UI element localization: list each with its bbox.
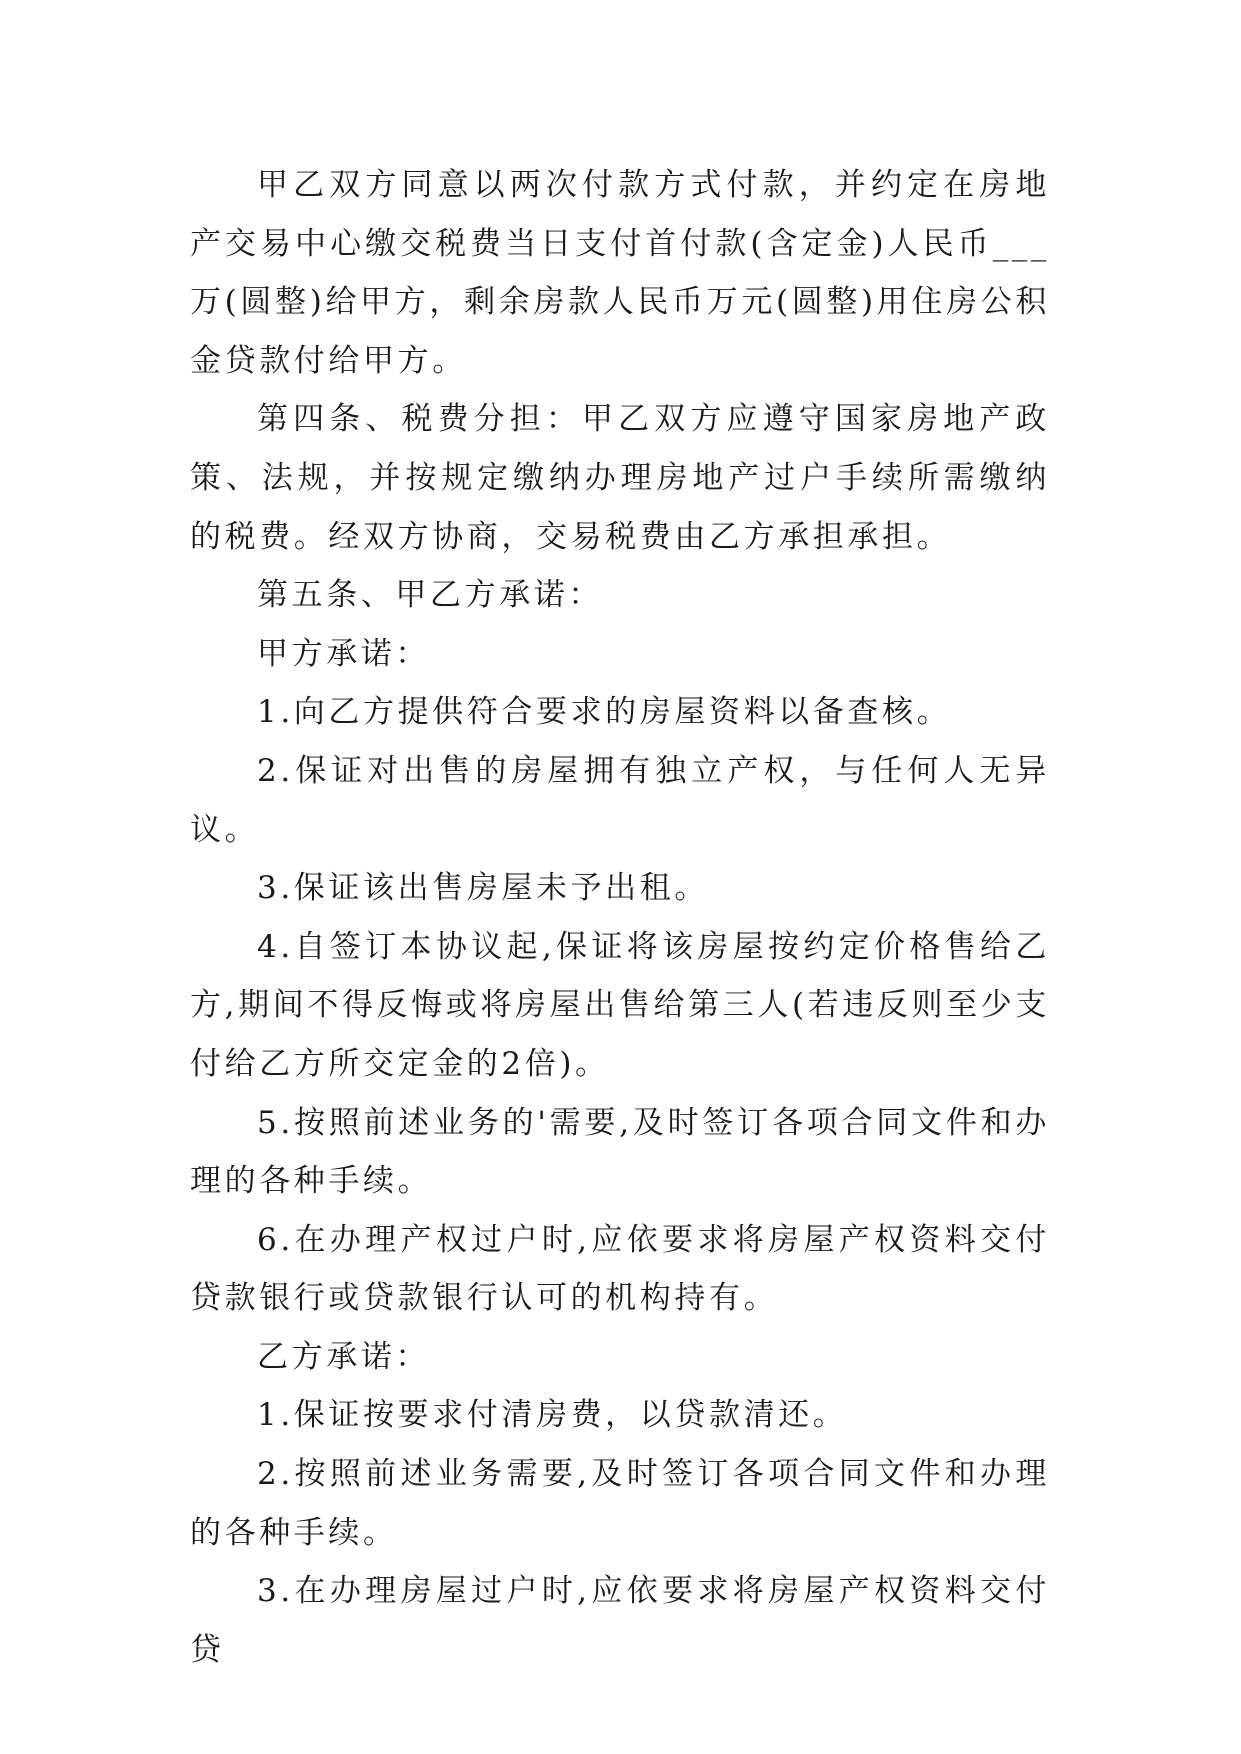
- paragraph-party-a-item-4: 4.自签订本协议起,保证将该房屋按约定价格售给乙方,期间不得反悔或将房屋出售给第三人(若违反则至少支付给乙方所交定金的2倍)。: [190, 928, 1050, 1082]
- paragraph-party-a-heading: 甲方承诺：: [257, 635, 430, 672]
- paragraph-party-a-item-3: 3.保证该出售房屋未予出租。: [257, 870, 709, 907]
- paragraph-article-5-heading: 第五条、甲乙方承诺：: [257, 577, 603, 614]
- paragraph-party-b-item-1: 1.保证按要求付清房费，以贷款清还。: [257, 1397, 848, 1434]
- paragraph-party-a-item-2: 2.保证对出售的房屋拥有独立产权，与任何人无异议。: [190, 752, 1050, 848]
- document-body: [190, 156, 1050, 1679]
- paragraph-party-a-item-1: 1.向乙方提供符合要求的房屋资料以备查核。: [257, 694, 952, 731]
- paragraph-party-b-item-2: 2.按照前述业务需要,及时签订各项合同文件和办理的各种手续。: [190, 1456, 1050, 1551]
- paragraph-payment-terms: 甲乙双方同意以两次付款方式付款，并约定在房地产交易中心缴交税费当日支付首付款(含定金)人民币___万(圆整)给甲方，剩余房款人民币万元(圆整)用住房公积金贷款付给甲方。: [190, 167, 1050, 379]
- paragraph-article-4-tax: 第四条、税费分担：甲乙双方应遵守国家房地产政策、法规，并按规定缴纳办理房地产过户手续所需缴纳的税费。经双方协商，交易税费由乙方承担承担。: [190, 401, 1050, 555]
- paragraph-party-b-item-3: 3.在办理房屋过户时,应依要求将房屋产权资料交付贷: [190, 1573, 1050, 1668]
- paragraph-party-a-item-5: 5.按照前述业务的'需要,及时签订各项合同文件和办理的各种手续。: [190, 1104, 1050, 1200]
- paragraph-party-a-item-6: 6.在办理产权过户时,应依要求将房屋产权资料交付贷款银行或贷款银行认可的机构持有。: [190, 1221, 1050, 1317]
- paragraph-party-b-heading: 乙方承诺：: [257, 1338, 430, 1375]
